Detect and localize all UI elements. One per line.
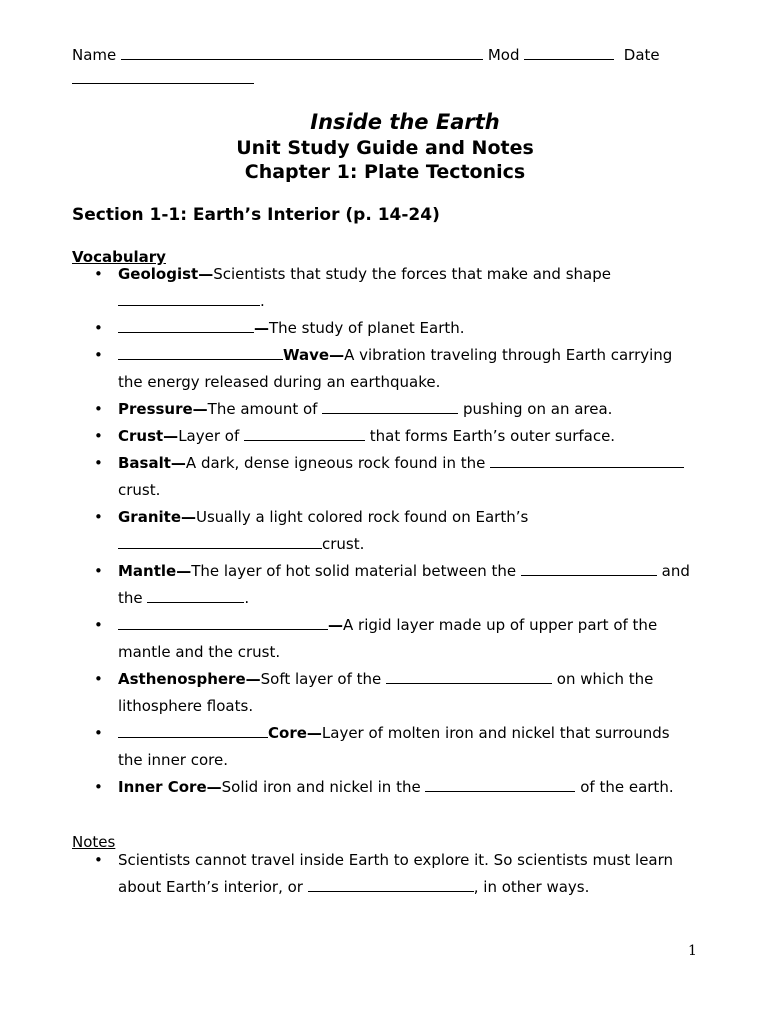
vocab-text: A rigid layer made up of upper part of the xyxy=(343,616,658,634)
note-text: Scientists cannot travel inside Earth to explore it. So scientists must learn xyxy=(118,851,674,869)
vocab-item xyxy=(72,558,712,612)
doc-chapter: Chapter 1: Plate Tectonics xyxy=(244,161,526,183)
vocab-text: on which the xyxy=(552,670,654,688)
section-heading: Section 1-1: Earth’s Interior (p. 14-24) xyxy=(72,205,440,225)
bullet: • xyxy=(94,724,103,742)
note-item xyxy=(72,847,712,901)
vocab-item xyxy=(72,315,712,342)
bullet: • xyxy=(94,346,103,364)
vocab-item xyxy=(72,612,712,666)
vocab-item xyxy=(72,450,712,504)
answer-blank[interactable] xyxy=(118,320,254,333)
vocab-term: Geologist— xyxy=(118,265,214,283)
note-text: , in other ways. xyxy=(473,878,590,896)
vocab-term: Granite— xyxy=(118,508,196,526)
vocab-text: . xyxy=(244,589,250,607)
bullet: • xyxy=(94,670,103,688)
vocab-text: the energy released during an earthquake. xyxy=(118,373,441,391)
answer-blank[interactable] xyxy=(308,879,474,892)
vocab-text: The amount of xyxy=(207,400,323,418)
answer-blank[interactable] xyxy=(118,347,283,360)
vocab-term: Wave— xyxy=(283,346,345,364)
vocab-text: and xyxy=(656,562,690,580)
page-number: 1 xyxy=(688,943,697,959)
vocab-text: of the earth. xyxy=(575,778,674,796)
answer-blank[interactable] xyxy=(118,617,328,630)
bullet: • xyxy=(94,400,103,418)
vocab-term: Asthenosphere— xyxy=(118,670,261,688)
doc-subtitle: Unit Study Guide and Notes xyxy=(236,137,534,159)
name-label: Name xyxy=(72,46,117,64)
vocab-text: pushing on an area. xyxy=(458,400,613,418)
vocab-term: Mantle— xyxy=(118,562,192,580)
vocab-item xyxy=(72,423,712,450)
vocab-text: The study of planet Earth. xyxy=(269,319,465,337)
vocab-text: Layer of molten iron and nickel that surrounds xyxy=(321,724,670,742)
bullet: • xyxy=(94,427,103,445)
mod-label: Mod xyxy=(487,46,520,64)
answer-blank[interactable] xyxy=(386,671,552,684)
vocab-text: A vibration traveling through Earth carrying xyxy=(344,346,673,364)
vocab-text: that forms Earth’s outer surface. xyxy=(365,427,616,445)
vocab-term: Pressure— xyxy=(118,400,208,418)
vocab-text: Scientists that study the forces that make and shape xyxy=(213,265,611,283)
doc-title: Inside the Earth xyxy=(310,110,500,134)
date-blank[interactable] xyxy=(72,71,254,84)
vocab-text: . xyxy=(260,292,265,310)
vocab-term: Crust— xyxy=(118,427,179,445)
answer-blank[interactable] xyxy=(147,590,244,603)
bullet: • xyxy=(94,851,103,869)
vocab-text: Layer of xyxy=(178,427,245,445)
bullet: • xyxy=(94,562,103,580)
answer-blank[interactable] xyxy=(118,536,322,549)
bullet: • xyxy=(94,319,103,337)
mod-blank[interactable] xyxy=(524,47,614,60)
vocabulary-label: Vocabulary xyxy=(72,248,166,266)
vocab-text: Solid iron and nickel in the xyxy=(221,778,426,796)
vocab-term: — xyxy=(328,616,343,634)
vocab-item xyxy=(72,342,712,396)
answer-blank[interactable] xyxy=(521,563,657,576)
notes-label: Notes xyxy=(72,833,116,851)
answer-blank[interactable] xyxy=(425,779,575,792)
vocab-term: Core— xyxy=(268,724,322,742)
note-text: about Earth’s interior, or xyxy=(118,878,308,896)
vocab-text: The layer of hot solid material between the xyxy=(191,562,521,580)
vocab-item xyxy=(72,666,712,720)
bullet: • xyxy=(94,616,103,634)
vocab-text: mantle and the crust. xyxy=(118,643,281,661)
bullet: • xyxy=(94,508,103,526)
vocab-term: Inner Core— xyxy=(118,778,222,796)
vocab-text: lithosphere floats. xyxy=(118,697,254,715)
bullet: • xyxy=(94,454,103,472)
vocab-term: Basalt— xyxy=(118,454,186,472)
bullet: • xyxy=(94,778,103,796)
vocab-text: crust. xyxy=(118,481,161,499)
vocab-item xyxy=(72,720,712,774)
notes-list xyxy=(72,847,712,901)
answer-blank[interactable] xyxy=(118,725,268,738)
vocab-item xyxy=(72,261,712,315)
header-fields xyxy=(72,45,712,89)
bullet: • xyxy=(94,265,103,283)
answer-blank[interactable] xyxy=(322,401,458,414)
answer-blank[interactable] xyxy=(490,455,684,468)
vocab-text: Soft layer of the xyxy=(260,670,387,688)
vocab-text: A dark, dense igneous rock found in the xyxy=(185,454,491,472)
vocab-item xyxy=(72,774,712,801)
vocab-text: the inner core. xyxy=(118,751,228,769)
date-label: Date xyxy=(623,46,660,64)
answer-blank[interactable] xyxy=(244,428,365,441)
vocab-item xyxy=(72,504,712,558)
answer-blank[interactable] xyxy=(118,293,260,306)
vocab-item xyxy=(72,396,712,423)
vocab-text: the xyxy=(118,589,148,607)
vocab-text: Usually a light colored rock found on Earth’s xyxy=(196,508,529,526)
name-blank[interactable] xyxy=(121,47,483,60)
vocab-text: crust. xyxy=(322,535,365,553)
vocab-list xyxy=(72,261,712,801)
vocab-term: — xyxy=(254,319,269,337)
